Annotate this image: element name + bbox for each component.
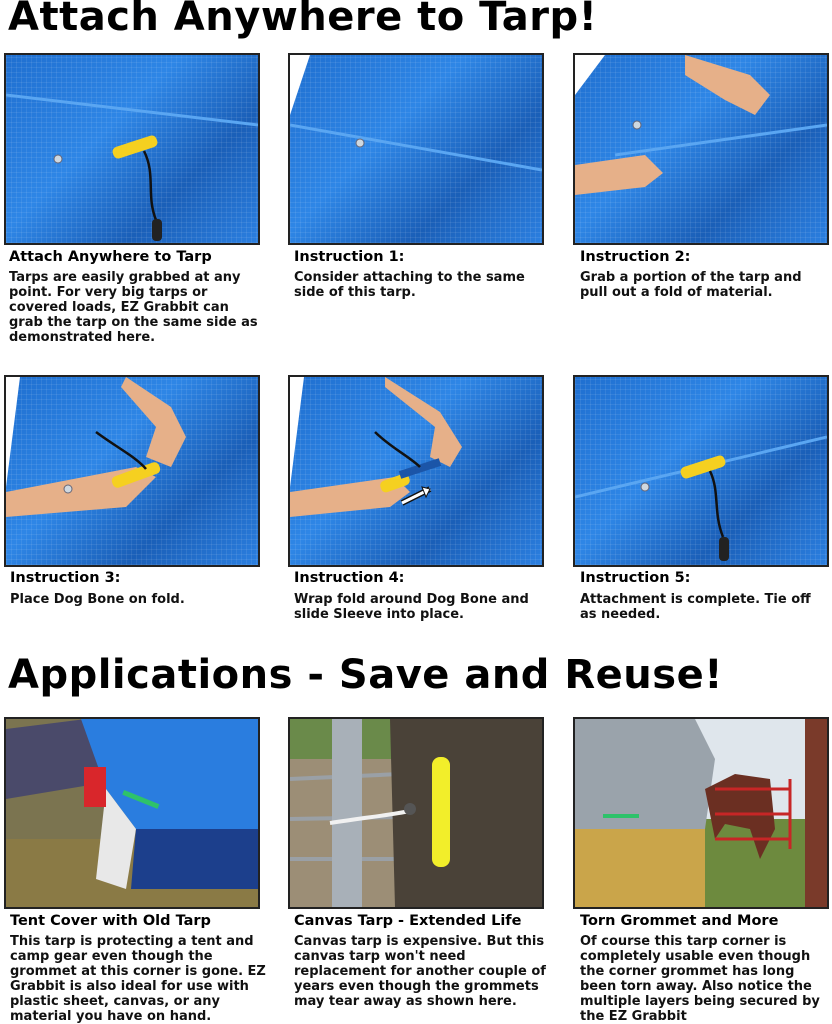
step-text: Grab a portion of the tarp and pull out a fold of material. xyxy=(580,270,802,300)
dog-bone-icon xyxy=(432,757,450,867)
dog-bone-icon xyxy=(679,454,726,480)
photo-instruction-3 xyxy=(4,375,260,567)
grabber-icon xyxy=(603,814,639,818)
photo-instruction-5 xyxy=(573,375,829,567)
step-text: Place Dog Bone on fold. xyxy=(10,592,185,607)
photo-instruction-4 xyxy=(288,375,544,567)
application-text: Of course this tarp corner is completely usable even though the corner grommet has long been torn away. Also notice the multiple layers being secured by the EZ Grabbit xyxy=(580,934,820,1024)
application-title: Torn Grommet and More xyxy=(580,913,779,929)
step-title: Instruction 4: xyxy=(294,570,405,586)
photo-tent-cover xyxy=(4,717,260,909)
step-title: Instruction 3: xyxy=(10,570,121,586)
step-text: Tarps are easily grabbed at any point. For very big tarps or covered loads, EZ Grabbit can grab the tarp on the same side as demonstrated here. xyxy=(9,270,258,345)
attach-heading: Attach Anywhere to Tarp! xyxy=(8,0,598,40)
step-title: Instruction 5: xyxy=(580,570,691,586)
step-title: Attach Anywhere to Tarp xyxy=(9,249,212,265)
photo-instruction-1 xyxy=(288,53,544,245)
applications-heading: Applications - Save and Reuse! xyxy=(8,652,723,698)
step-text: Wrap fold around Dog Bone and slide Sleeve into place. xyxy=(294,592,529,622)
application-text: This tarp is protecting a tent and camp gear even though the grommet at this corner is gone. EZ Grabbit is also ideal for use with plastic sheet, canvas, or any material you have on hand. xyxy=(10,934,266,1024)
step-title: Instruction 2: xyxy=(580,249,691,265)
photo-canvas-tarp xyxy=(288,717,544,909)
application-title: Canvas Tarp - Extended Life xyxy=(294,913,522,929)
step-text: Attachment is complete. Tie off as needed. xyxy=(580,592,811,622)
photo-torn-grommet xyxy=(573,717,829,909)
photo-attach-anywhere xyxy=(4,53,260,245)
step-text: Consider attaching to the same side of this tarp. xyxy=(294,270,525,300)
step-title: Instruction 1: xyxy=(294,249,405,265)
photo-instruction-2 xyxy=(573,53,829,245)
application-text: Canvas tarp is expensive. But this canvas tarp won't need replacement for another couple of years even though the grommets may tear away as shown here. xyxy=(294,934,546,1009)
application-title: Tent Cover with Old Tarp xyxy=(10,913,211,929)
dog-bone-icon xyxy=(111,134,158,160)
